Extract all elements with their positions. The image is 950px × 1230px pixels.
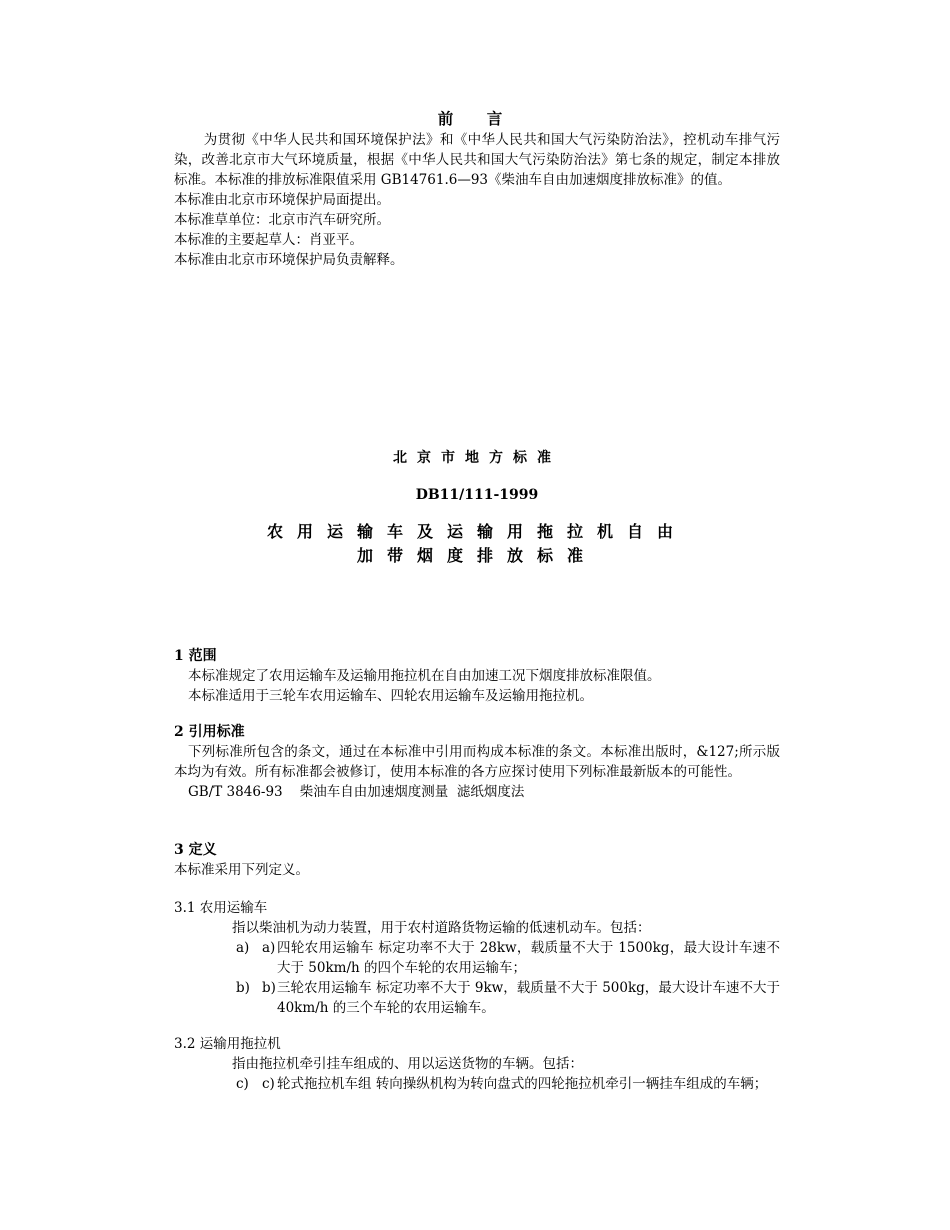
list-marker: b) xyxy=(262,980,276,996)
section-heading: 3 定义 xyxy=(174,842,217,858)
section-heading: 2 引用标准 xyxy=(174,724,245,740)
preface-line-drafter: 本标准的主要起草人：肖亚平。 xyxy=(174,232,363,248)
list-item xyxy=(174,1074,780,1094)
list-item xyxy=(174,978,780,1018)
preface-line-interpreter: 本标准由北京市环境保护局负责解释。 xyxy=(174,252,404,268)
definition-heading: 3.2 运输用拖拉机 xyxy=(174,1036,281,1052)
definition-transport-tractor xyxy=(174,1034,780,1094)
section-paragraph: 本标准适用于三轮车农用运输车、四轮农用运输车及运输用拖拉机。 xyxy=(188,688,593,704)
list-marker: a) xyxy=(262,940,276,956)
section-scope xyxy=(174,646,780,706)
definition-desc: 指以柴油机为动力装置，用于农村道路货物运输的低速机动车。包括： xyxy=(232,920,651,936)
section-paragraph: 下列标准所包含的条文，通过在本标准中引用而构成本标准的条文。本标准出版时，&127;所示版本均为有效。所有标准都会被修订，使用本标准的各方应探讨使用下列标准最新版本的可能性。 xyxy=(174,744,780,780)
list-marker: c) xyxy=(262,1076,275,1092)
preface-title: 前 言 xyxy=(437,109,517,128)
preface-line-drafter-unit: 本标准草单位：北京市汽车研究所。 xyxy=(174,212,390,228)
definition-heading: 3.1 农用运输车 xyxy=(174,900,268,916)
standard-org: 北京市地方标准 xyxy=(393,450,561,466)
preface-paragraph: 为贯彻《中华人民共和国环境保护法》和《中华人民共和国大气污染防治法》，控机动车排气污染，改善北京市大气环境质量，根据《中华人民共和国大气污染防治法》第七条的规定，制定本排放标准。本标准的排放标准限值采用 GB14761.6—93《柴油车自由加速烟度排放标准》的值。 xyxy=(174,132,780,188)
reference-entry: GB/T 3846-93 柴油车自由加速烟度测量 滤纸烟度法 xyxy=(188,784,525,800)
section-references xyxy=(174,722,780,802)
list-item-text: 三轮农用运输车 标定功率不大于 9kw，载质量不大于 500kg，最大设计车速不大于 40km/h 的三个车轮的农用运输车。 xyxy=(277,980,780,1016)
preface-section xyxy=(174,108,780,270)
list-marker: b) xyxy=(236,980,250,996)
list-marker: a) xyxy=(236,940,250,956)
list-marker: c) xyxy=(236,1076,249,1092)
section-heading: 1 范围 xyxy=(174,648,217,664)
list-item-text: 轮式拖拉机车组 转向操纵机构为转向盘式的四轮拖拉机牵引一辆挂车组成的车辆； xyxy=(277,1076,768,1092)
definition-desc: 指由拖拉机牵引挂车组成的、用以运送货物的车辆。包括： xyxy=(232,1056,583,1072)
preface-line-proposer: 本标准由北京市环境保护局面提出。 xyxy=(174,192,390,208)
section-paragraph: 本标准规定了农用运输车及运输用拖拉机在自由加速工况下烟度排放标准限值。 xyxy=(188,668,661,684)
section-definitions xyxy=(174,840,780,880)
standard-title-line-2: 加带烟度排放标准 xyxy=(356,546,597,565)
list-item-text: 四轮农用运输车 标定功率不大于 28kw，载质量不大于 1500kg，最大设计车速不大于 50km/h 的四个车轮的农用运输车； xyxy=(277,940,780,976)
section-paragraph: 本标准采用下列定义。 xyxy=(174,862,309,878)
standard-title xyxy=(174,520,780,568)
standard-code: DB11/111-1999 xyxy=(415,487,539,503)
standard-title-line-1: 农用运输车及运输用拖拉机自由 xyxy=(266,522,687,541)
definition-agricultural-vehicle xyxy=(174,898,780,1018)
list-item xyxy=(174,938,780,978)
